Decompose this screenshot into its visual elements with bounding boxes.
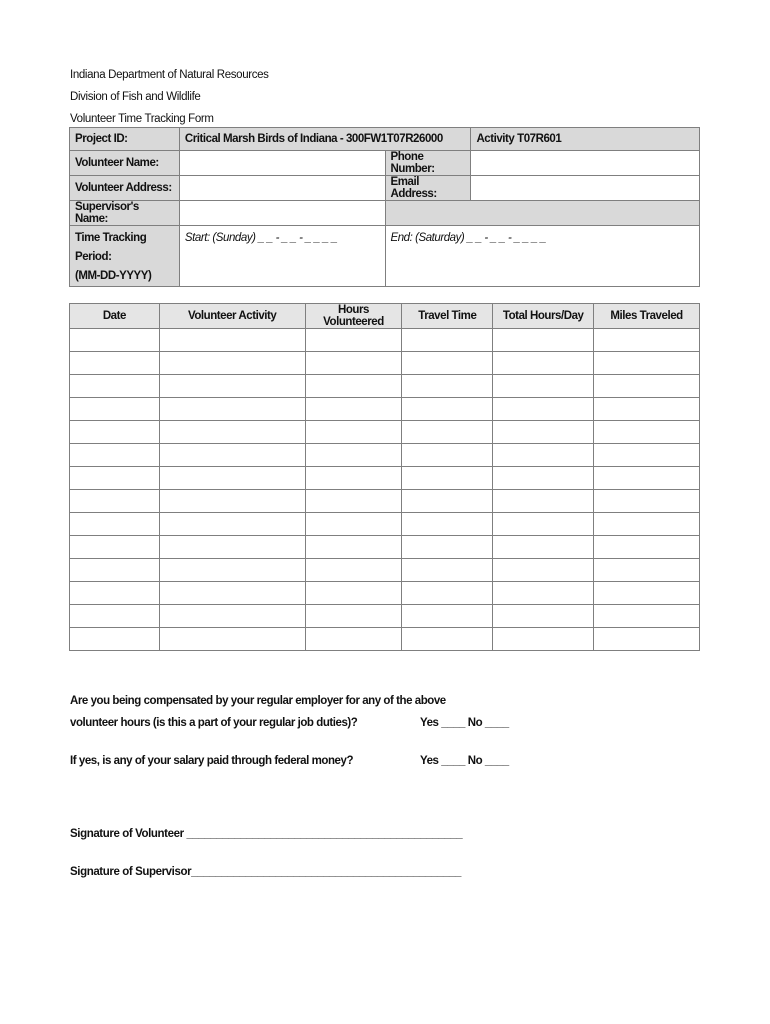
table-cell[interactable] [594,352,700,375]
table-cell[interactable] [70,352,160,375]
table-cell[interactable] [402,559,493,582]
table-cell[interactable] [70,444,160,467]
table-cell[interactable] [159,444,305,467]
table-cell[interactable] [493,559,594,582]
table-row [70,421,700,444]
table-cell[interactable] [493,628,594,651]
supervisor-blank-cell [385,201,699,226]
column-header-miles-traveled: Miles Traveled [594,304,700,329]
table-cell[interactable] [402,582,493,605]
table-cell[interactable] [402,398,493,421]
project-name: Critical Marsh Birds of Indiana - 300FW1T07R26000 [179,128,471,151]
table-cell[interactable] [594,329,700,352]
table-row [70,513,700,536]
table-cell[interactable] [159,398,305,421]
table-cell[interactable] [159,352,305,375]
table-cell[interactable] [159,467,305,490]
table-cell[interactable] [305,421,402,444]
column-header-travel-time: Travel Time [402,304,493,329]
compensation-answer[interactable]: Yes ____ No ____ [420,717,509,729]
table-cell[interactable] [402,444,493,467]
table-cell[interactable] [159,490,305,513]
volunteer-name-field[interactable] [179,151,385,176]
table-row [70,559,700,582]
table-cell[interactable] [402,536,493,559]
compensation-question [70,690,446,734]
table-cell[interactable] [70,329,160,352]
table-cell[interactable] [493,398,594,421]
table-row [70,490,700,513]
division-name: Division of Fish and Wildlife [70,91,201,103]
table-cell[interactable] [305,559,402,582]
table-cell[interactable] [594,444,700,467]
table-row [70,329,700,352]
table-cell[interactable] [402,490,493,513]
agency-name: Indiana Department of Natural Resources [70,69,269,81]
table-cell[interactable] [594,375,700,398]
table-cell[interactable] [402,605,493,628]
table-cell[interactable] [402,375,493,398]
table-cell[interactable] [305,398,402,421]
column-header-total-hours-day: Total Hours/Day [493,304,594,329]
time-tracking-period-label [70,226,180,287]
table-cell[interactable] [402,467,493,490]
table-row [70,605,700,628]
table-cell[interactable] [159,329,305,352]
volunteer-signature-line[interactable]: Signature of Volunteer ______________________________________________ [70,828,463,840]
table-cell[interactable] [402,513,493,536]
compensation-question-line1: Are you being compensated by your regular employer for any of the above [70,695,446,707]
table-cell[interactable] [70,398,160,421]
column-header-hours-volunteered: Hours Volunteered [305,304,402,329]
table-cell[interactable] [493,582,594,605]
federal-money-question: If yes, is any of your salary paid through federal money? [70,755,354,767]
table-cell[interactable] [402,628,493,651]
table-cell[interactable] [305,352,402,375]
table-cell[interactable] [594,605,700,628]
column-header-volunteer-activity: Volunteer Activity [159,304,305,329]
phone-number-field[interactable] [471,151,700,176]
table-cell[interactable] [305,605,402,628]
table-row [70,444,700,467]
table-cell[interactable] [159,513,305,536]
table-cell[interactable] [305,582,402,605]
supervisor-name-label: Supervisor's Name: [70,201,180,226]
table-cell[interactable] [493,605,594,628]
table-cell[interactable] [594,421,700,444]
table-cell[interactable] [493,444,594,467]
table-cell[interactable] [159,628,305,651]
volunteer-name-label: Volunteer Name: [70,151,180,176]
table-cell[interactable] [493,375,594,398]
table-cell[interactable] [493,467,594,490]
table-cell[interactable] [305,513,402,536]
table-cell[interactable] [402,329,493,352]
table-cell[interactable] [305,536,402,559]
table-cell[interactable] [159,536,305,559]
table-cell[interactable] [305,444,402,467]
period-label-line1: Time Tracking Period: [75,232,147,263]
table-cell[interactable] [594,513,700,536]
table-cell[interactable] [594,398,700,421]
table-cell[interactable] [493,536,594,559]
table-cell[interactable] [402,352,493,375]
table-cell[interactable] [305,628,402,651]
activity-id: Activity T07R601 [471,128,700,151]
volunteer-address-label: Volunteer Address: [70,176,180,201]
compensation-question-line2: volunteer hours (is this a part of your regular job duties)? [70,717,358,729]
table-cell[interactable] [493,513,594,536]
form-header [70,64,269,130]
start-date-field[interactable]: Start: (Sunday) _ _ - _ _ - _ _ _ _ [179,226,385,287]
table-cell[interactable] [594,467,700,490]
volunteer-info-table [69,127,700,287]
table-cell[interactable] [70,628,160,651]
table-cell[interactable] [70,559,160,582]
table-cell[interactable] [594,536,700,559]
table-row [70,582,700,605]
table-cell[interactable] [493,490,594,513]
table-cell[interactable] [402,421,493,444]
column-header-date: Date [70,304,160,329]
table-cell[interactable] [594,559,700,582]
federal-money-answer[interactable]: Yes ____ No ____ [420,755,509,767]
table-cell[interactable] [70,582,160,605]
form-title: Volunteer Time Tracking Form [70,113,214,125]
table-cell[interactable] [493,421,594,444]
table-cell[interactable] [493,352,594,375]
table-row [70,375,700,398]
table-cell[interactable] [70,490,160,513]
table-row [70,628,700,651]
table-row [70,467,700,490]
table-cell[interactable] [70,467,160,490]
phone-number-label: Phone Number: [385,151,471,176]
table-cell[interactable] [594,490,700,513]
supervisor-name-field[interactable] [179,201,385,226]
time-log-body [70,329,700,651]
table-cell[interactable] [159,582,305,605]
volunteer-address-field[interactable] [179,176,385,201]
email-address-field[interactable] [471,176,700,201]
table-cell[interactable] [159,605,305,628]
table-cell[interactable] [493,329,594,352]
project-id-label: Project ID: [70,128,180,151]
table-cell[interactable] [159,375,305,398]
table-cell[interactable] [594,628,700,651]
email-address-label: Email Address: [385,176,471,201]
table-cell[interactable] [159,559,305,582]
supervisor-signature-line[interactable]: Signature of Supervisor_____________________________________________ [70,866,461,878]
table-cell[interactable] [159,421,305,444]
table-cell[interactable] [305,375,402,398]
table-cell[interactable] [70,421,160,444]
table-cell[interactable] [70,375,160,398]
table-cell[interactable] [594,582,700,605]
table-cell[interactable] [70,605,160,628]
table-row [70,536,700,559]
table-cell[interactable] [305,467,402,490]
table-cell[interactable] [305,329,402,352]
table-cell[interactable] [70,513,160,536]
time-log-table [69,303,700,651]
table-row [70,398,700,421]
time-log-header-row [70,304,700,329]
table-cell[interactable] [305,490,402,513]
table-cell[interactable] [70,536,160,559]
table-row [70,352,700,375]
end-date-field[interactable]: End: (Saturday) _ _ - _ _ - _ _ _ _ [385,226,699,287]
period-label-line2: (MM-DD-YYYY) [75,270,152,282]
